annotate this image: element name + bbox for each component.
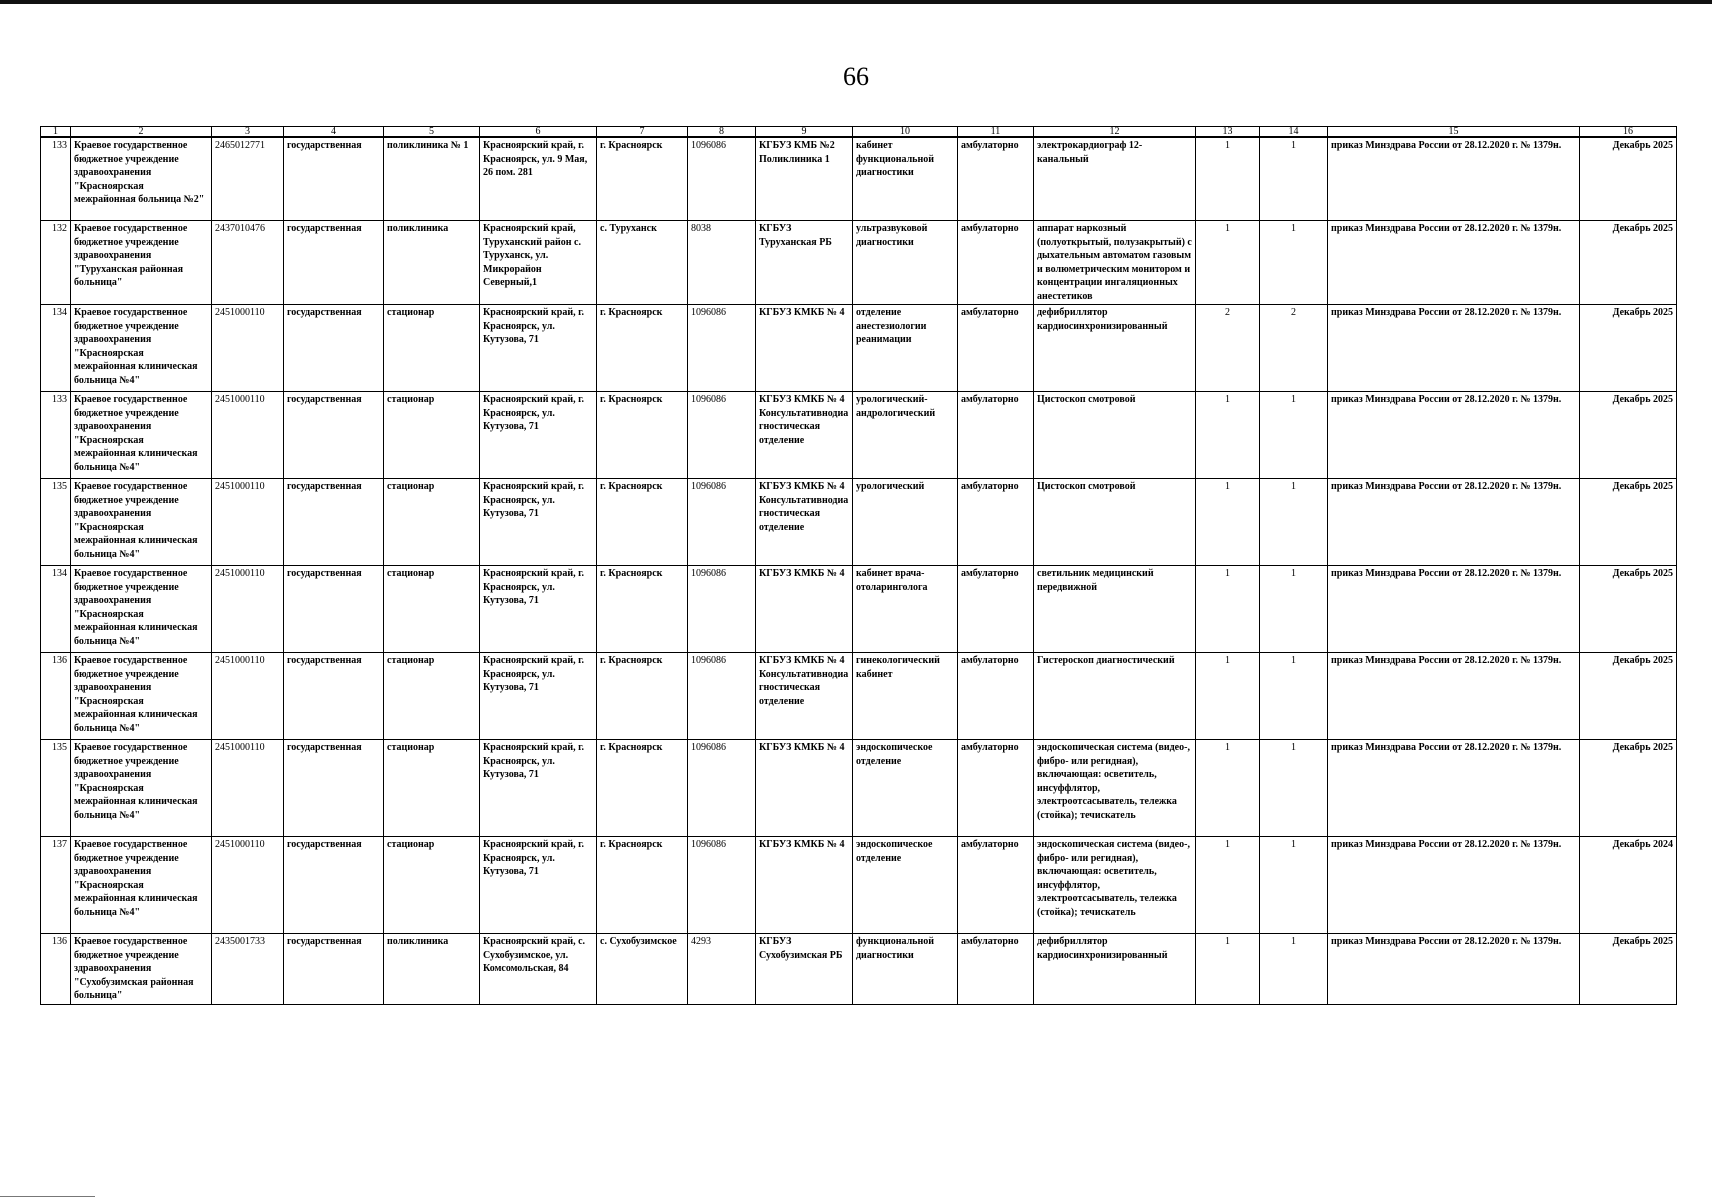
quantity-needed: 1 (1196, 137, 1260, 221)
facility-address: Красноярский край, г. Красноярск, ул. Кутузова, 71 (480, 305, 597, 392)
quantity-planned: 1 (1260, 934, 1328, 1005)
organization-name: Краевое государственное бюджетное учреждение здравоохранения "Красноярская межрайонная клиническая больница №4" (71, 740, 212, 837)
column-header: 6 (480, 127, 597, 138)
equipment-name: аппарат наркозный (полуоткрытый, полузакрытый) с дыхательным автоматом газовым и волюметрическим монитором и концентрации ингаляционных анестетиков (1034, 221, 1196, 305)
ownership-form: государственная (284, 566, 384, 653)
facility-type: стационар (384, 653, 480, 740)
column-header: 3 (212, 127, 284, 138)
quantity-needed: 1 (1196, 934, 1260, 1005)
department: урологический-андрологический (853, 392, 958, 479)
table-row (41, 221, 1677, 305)
quantity-needed: 1 (1196, 221, 1260, 305)
quantity-planned: 1 (1260, 566, 1328, 653)
ownership-form: государственная (284, 837, 384, 934)
quantity-needed: 2 (1196, 305, 1260, 392)
legal-basis: приказ Минздрава России от 28.12.2020 г. № 1379н. (1328, 221, 1580, 305)
table-row (41, 653, 1677, 740)
column-header: 4 (284, 127, 384, 138)
quantity-planned: 1 (1260, 221, 1328, 305)
inn-value: 2435001733 (212, 934, 284, 1005)
organization-name: Краевое государственное бюджетное учреждение здравоохранения "Красноярская межрайонная больница №2" (71, 137, 212, 221)
deadline: Декабрь 2024 (1580, 837, 1677, 934)
equipment-name: Цистоскоп смотровой (1034, 392, 1196, 479)
equipment-name: эндоскопическая система (видео-, фибро- или регидная), включающая: осветитель, инсуффлятор, электроотсасыватель, тележка (стойка); течискатель (1034, 740, 1196, 837)
quantity-needed: 1 (1196, 392, 1260, 479)
equipment-register-table (40, 126, 1677, 1005)
bottom-scan-rule (0, 1196, 95, 1197)
row-number: 134 (41, 566, 71, 653)
legal-basis: приказ Минздрава России от 28.12.2020 г. № 1379н. (1328, 137, 1580, 221)
care-form: амбулаторно (958, 934, 1034, 1005)
facility-address: Красноярский край, г. Красноярск, ул. Кутузова, 71 (480, 392, 597, 479)
facility-type: стационар (384, 305, 480, 392)
facility-type: стационар (384, 566, 480, 653)
inn-value: 2451000110 (212, 305, 284, 392)
row-number: 133 (41, 392, 71, 479)
locality: г. Красноярск (597, 479, 688, 566)
ownership-form: государственная (284, 305, 384, 392)
facility-type: поликлиника № 1 (384, 137, 480, 221)
locality: г. Красноярск (597, 740, 688, 837)
inn-value: 2451000110 (212, 479, 284, 566)
territory-code: 1096086 (688, 392, 756, 479)
legal-basis: приказ Минздрава России от 28.12.2020 г. № 1379н. (1328, 392, 1580, 479)
equipment-name: Цистоскоп смотровой (1034, 479, 1196, 566)
inn-value: 2451000110 (212, 653, 284, 740)
quantity-needed: 1 (1196, 837, 1260, 934)
care-form: амбулаторно (958, 305, 1034, 392)
facility-address: Красноярский край, г. Красноярск, ул. Кутузова, 71 (480, 653, 597, 740)
row-number: 135 (41, 479, 71, 566)
column-number-header-row (41, 127, 1677, 138)
ownership-form: государственная (284, 221, 384, 305)
short-name: КГБУЗ КМКБ № 4 Консультативнодиагностическая отделение (756, 479, 853, 566)
department: ультразвуковой диагностики (853, 221, 958, 305)
column-header: 14 (1260, 127, 1328, 138)
column-header: 8 (688, 127, 756, 138)
ownership-form: государственная (284, 479, 384, 566)
facility-type: поликлиника (384, 934, 480, 1005)
deadline: Декабрь 2025 (1580, 653, 1677, 740)
short-name: КГБУЗ КМБ №2 Поликлиника 1 (756, 137, 853, 221)
short-name: КГБУЗ КМКБ № 4 Консультативнодиагностическая отделение (756, 653, 853, 740)
facility-address: Красноярский край, с. Сухобузимское, ул. Комсомольская, 84 (480, 934, 597, 1005)
top-border-rule (0, 0, 1712, 4)
legal-basis: приказ Минздрава России от 28.12.2020 г. № 1379н. (1328, 479, 1580, 566)
legal-basis: приказ Минздрава России от 28.12.2020 г. № 1379н. (1328, 837, 1580, 934)
facility-type: стационар (384, 837, 480, 934)
quantity-planned: 1 (1260, 837, 1328, 934)
quantity-planned: 2 (1260, 305, 1328, 392)
deadline: Декабрь 2025 (1580, 137, 1677, 221)
care-form: амбулаторно (958, 653, 1034, 740)
column-header: 1 (41, 127, 71, 138)
page-number: 66 (843, 62, 869, 91)
territory-code: 8038 (688, 221, 756, 305)
facility-address: Красноярский край, г. Красноярск, ул. Кутузова, 71 (480, 740, 597, 837)
territory-code: 1096086 (688, 566, 756, 653)
department: кабинет врача-отоларинголога (853, 566, 958, 653)
quantity-planned: 1 (1260, 479, 1328, 566)
locality: г. Красноярск (597, 305, 688, 392)
facility-address: Красноярский край, г. Красноярск, ул. Кутузова, 71 (480, 479, 597, 566)
organization-name: Краевое государственное бюджетное учреждение здравоохранения "Сухобузимская районная больница" (71, 934, 212, 1005)
territory-code: 4293 (688, 934, 756, 1005)
table-row (41, 934, 1677, 1005)
ownership-form: государственная (284, 137, 384, 221)
department: отделение анестезиологии реанимации (853, 305, 958, 392)
short-name: КГБУЗ Туруханская РБ (756, 221, 853, 305)
legal-basis: приказ Минздрава России от 28.12.2020 г. № 1379н. (1328, 566, 1580, 653)
column-header: 10 (853, 127, 958, 138)
deadline: Декабрь 2025 (1580, 479, 1677, 566)
equipment-name: дефибриллятор кардиосинхронизированный (1034, 305, 1196, 392)
equipment-name: светильник медицинский передвижной (1034, 566, 1196, 653)
locality: с. Сухобузимское (597, 934, 688, 1005)
column-header: 7 (597, 127, 688, 138)
facility-type: стационар (384, 392, 480, 479)
territory-code: 1096086 (688, 837, 756, 934)
legal-basis: приказ Минздрава России от 28.12.2020 г. № 1379н. (1328, 305, 1580, 392)
facility-address: Красноярский край, г. Красноярск, ул. 9 Мая, 26 пом. 281 (480, 137, 597, 221)
deadline: Декабрь 2025 (1580, 221, 1677, 305)
department: урологический (853, 479, 958, 566)
care-form: амбулаторно (958, 479, 1034, 566)
organization-name: Краевое государственное бюджетное учреждение здравоохранения "Красноярская межрайонная клиническая больница №4" (71, 653, 212, 740)
short-name: КГБУЗ КМКБ № 4 Консультативнодиагностическая отделение (756, 392, 853, 479)
organization-name: Краевое государственное бюджетное учреждение здравоохранения "Красноярская межрайонная клиническая больница №4" (71, 479, 212, 566)
table-row (41, 479, 1677, 566)
table-row (41, 137, 1677, 221)
locality: г. Красноярск (597, 566, 688, 653)
deadline: Декабрь 2025 (1580, 305, 1677, 392)
column-header: 16 (1580, 127, 1677, 138)
deadline: Декабрь 2025 (1580, 566, 1677, 653)
locality: с. Туруханск (597, 221, 688, 305)
ownership-form: государственная (284, 934, 384, 1005)
organization-name: Краевое государственное бюджетное учреждение здравоохранения "Красноярская межрайонная клиническая больница №4" (71, 392, 212, 479)
inn-value: 2451000110 (212, 837, 284, 934)
territory-code: 1096086 (688, 305, 756, 392)
organization-name: Краевое государственное бюджетное учреждение здравоохранения "Красноярская межрайонная клиническая больница №4" (71, 566, 212, 653)
ownership-form: государственная (284, 392, 384, 479)
facility-type: стационар (384, 479, 480, 566)
short-name: КГБУЗ Сухобузимская РБ (756, 934, 853, 1005)
deadline: Декабрь 2025 (1580, 934, 1677, 1005)
inn-value: 2451000110 (212, 740, 284, 837)
department: эндоскопическое отделение (853, 740, 958, 837)
care-form: амбулаторно (958, 566, 1034, 653)
row-number: 134 (41, 305, 71, 392)
column-header: 9 (756, 127, 853, 138)
inn-value: 2451000110 (212, 392, 284, 479)
care-form: амбулаторно (958, 221, 1034, 305)
row-number: 132 (41, 221, 71, 305)
equipment-name: электрокардиограф 12-канальный (1034, 137, 1196, 221)
short-name: КГБУЗ КМКБ № 4 (756, 566, 853, 653)
locality: г. Красноярск (597, 653, 688, 740)
territory-code: 1096086 (688, 653, 756, 740)
locality: г. Красноярск (597, 837, 688, 934)
table-row (41, 837, 1677, 934)
quantity-needed: 1 (1196, 479, 1260, 566)
short-name: КГБУЗ КМКБ № 4 (756, 305, 853, 392)
department: функциональной диагностики (853, 934, 958, 1005)
column-header: 2 (71, 127, 212, 138)
care-form: амбулаторно (958, 837, 1034, 934)
legal-basis: приказ Минздрава России от 28.12.2020 г. № 1379н. (1328, 740, 1580, 837)
inn-value: 2451000110 (212, 566, 284, 653)
care-form: амбулаторно (958, 740, 1034, 837)
row-number: 137 (41, 837, 71, 934)
quantity-planned: 1 (1260, 653, 1328, 740)
row-number: 136 (41, 653, 71, 740)
quantity-planned: 1 (1260, 137, 1328, 221)
organization-name: Краевое государственное бюджетное учреждение здравоохранения "Красноярская межрайонная клиническая больница №4" (71, 305, 212, 392)
territory-code: 1096086 (688, 479, 756, 566)
legal-basis: приказ Минздрава России от 28.12.2020 г. № 1379н. (1328, 934, 1580, 1005)
equipment-name: дефибриллятор кардиосинхронизированный (1034, 934, 1196, 1005)
territory-code: 1096086 (688, 740, 756, 837)
row-number: 133 (41, 137, 71, 221)
column-header: 12 (1034, 127, 1196, 138)
equipment-name: эндоскопическая система (видео-, фибро- или регидная), включающая: осветитель, инсуффлятор, электроотсасыватель, тележка (стойка); течискатель (1034, 837, 1196, 934)
column-header: 5 (384, 127, 480, 138)
inn-value: 2465012771 (212, 137, 284, 221)
locality: г. Красноярск (597, 137, 688, 221)
department: эндоскопическое отделение (853, 837, 958, 934)
table-row (41, 392, 1677, 479)
quantity-planned: 1 (1260, 740, 1328, 837)
column-header: 13 (1196, 127, 1260, 138)
locality: г. Красноярск (597, 392, 688, 479)
facility-address: Красноярский край, Туруханский район с. Туруханск, ул. Микрорайон Северный,1 (480, 221, 597, 305)
table-row (41, 566, 1677, 653)
quantity-needed: 1 (1196, 740, 1260, 837)
quantity-planned: 1 (1260, 392, 1328, 479)
row-number: 135 (41, 740, 71, 837)
ownership-form: государственная (284, 740, 384, 837)
ownership-form: государственная (284, 653, 384, 740)
quantity-needed: 1 (1196, 566, 1260, 653)
legal-basis: приказ Минздрава России от 28.12.2020 г. № 1379н. (1328, 653, 1580, 740)
facility-type: поликлиника (384, 221, 480, 305)
deadline: Декабрь 2025 (1580, 740, 1677, 837)
inn-value: 2437010476 (212, 221, 284, 305)
quantity-needed: 1 (1196, 653, 1260, 740)
department: кабинет функциональной диагностики (853, 137, 958, 221)
facility-type: стационар (384, 740, 480, 837)
table-row (41, 305, 1677, 392)
organization-name: Краевое государственное бюджетное учреждение здравоохранения "Красноярская межрайонная клиническая больница №4" (71, 837, 212, 934)
equipment-name: Гистероскоп диагностический (1034, 653, 1196, 740)
facility-address: Красноярский край, г. Красноярск, ул. Кутузова, 71 (480, 837, 597, 934)
territory-code: 1096086 (688, 137, 756, 221)
deadline: Декабрь 2025 (1580, 392, 1677, 479)
column-header: 11 (958, 127, 1034, 138)
department: гинекологический кабинет (853, 653, 958, 740)
care-form: амбулаторно (958, 392, 1034, 479)
row-number: 136 (41, 934, 71, 1005)
table-row (41, 740, 1677, 837)
care-form: амбулаторно (958, 137, 1034, 221)
short-name: КГБУЗ КМКБ № 4 (756, 837, 853, 934)
short-name: КГБУЗ КМКБ № 4 (756, 740, 853, 837)
facility-address: Красноярский край, г. Красноярск, ул. Кутузова, 71 (480, 566, 597, 653)
organization-name: Краевое государственное бюджетное учреждение здравоохранения "Туруханская районная больница" (71, 221, 212, 305)
column-header: 15 (1328, 127, 1580, 138)
